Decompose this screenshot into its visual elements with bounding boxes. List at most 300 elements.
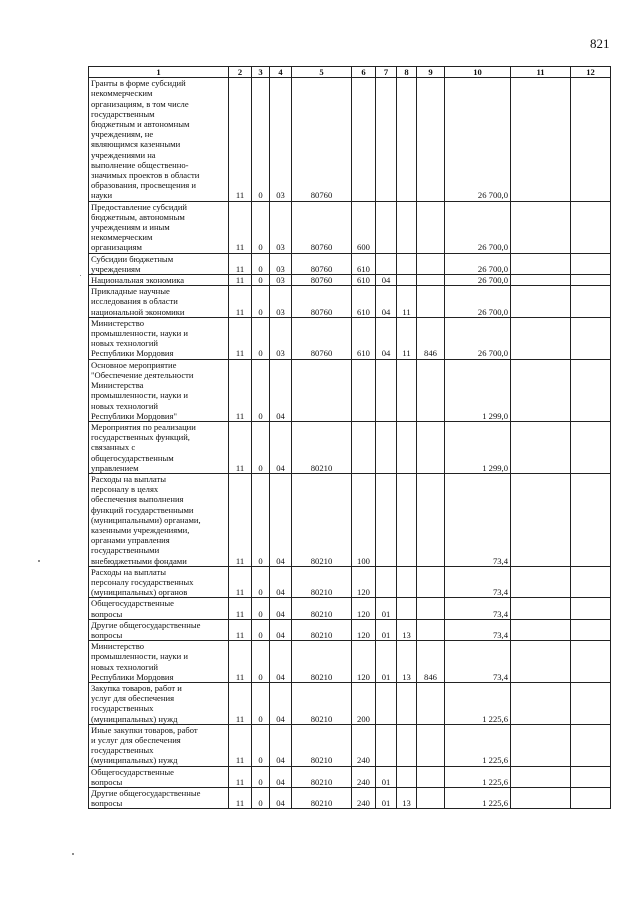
- cell-c10: 73,4: [445, 598, 511, 619]
- row-name-line: вопросы: [91, 629, 123, 640]
- table-row: [89, 619, 611, 640]
- cell-c12: [571, 766, 611, 787]
- cell-c10: 73,4: [445, 566, 511, 598]
- cell-c3: 0: [252, 766, 270, 787]
- cell-c8: [397, 566, 417, 598]
- cell-c11: [511, 619, 571, 640]
- row-name-line: государственных: [91, 745, 154, 756]
- row-name-line: являющимся казенными: [91, 139, 181, 150]
- cell-c6: 120: [352, 598, 376, 619]
- cell-c4: 04: [270, 566, 292, 598]
- cell-c7: [376, 253, 397, 274]
- table-row: [89, 682, 611, 724]
- cell-c12: [571, 724, 611, 766]
- row-name-line: Министерство: [91, 641, 144, 652]
- cell-c2: 11: [229, 201, 252, 253]
- row-name-line: (муниципальных) органов: [91, 587, 188, 598]
- cell-c8: [397, 473, 417, 566]
- table-row: [89, 359, 611, 421]
- cell-c6: 610: [352, 317, 376, 359]
- row-name-line: управлением: [91, 462, 139, 473]
- cell-c2: 11: [229, 359, 252, 421]
- cell-c10: 26 700,0: [445, 253, 511, 274]
- cell-c11: [511, 317, 571, 359]
- row-name-line: Республики Мордовия: [91, 348, 174, 359]
- cell-c12: [571, 201, 611, 253]
- cell-c6: 240: [352, 788, 376, 809]
- column-header-7: 7: [376, 67, 397, 78]
- cell-c5: 80210: [292, 566, 352, 598]
- cell-c10: 1 225,6: [445, 682, 511, 724]
- cell-c7: 01: [376, 641, 397, 683]
- row-name-line: учреждениям, не: [91, 129, 154, 140]
- cell-c11: [511, 598, 571, 619]
- row-name-line: промышленности, науки и: [91, 328, 188, 339]
- table-row: [89, 724, 611, 766]
- row-name-line: Иные закупки товаров, работ: [91, 724, 198, 735]
- cell-c11: [511, 682, 571, 724]
- row-name-line: некоммерческим: [91, 232, 153, 243]
- row-name: [89, 359, 229, 421]
- row-name: [89, 286, 229, 318]
- cell-c12: [571, 788, 611, 809]
- row-name-line: учреждениям: [91, 263, 141, 274]
- cell-c2: 11: [229, 473, 252, 566]
- table-row: [89, 766, 611, 787]
- row-name: [89, 201, 229, 253]
- row-name-line: Расходы на выплаты: [91, 566, 167, 577]
- row-name-line: Другие общегосударственные: [91, 619, 201, 630]
- cell-c11: [511, 724, 571, 766]
- cell-c9: [417, 766, 445, 787]
- column-header-9: 9: [417, 67, 445, 78]
- cell-c5: 80210: [292, 641, 352, 683]
- cell-c3: 0: [252, 724, 270, 766]
- cell-c7: [376, 473, 397, 566]
- cell-c9: 846: [417, 317, 445, 359]
- cell-c2: 11: [229, 682, 252, 724]
- cell-c11: [511, 473, 571, 566]
- cell-c11: [511, 359, 571, 421]
- cell-c3: 0: [252, 566, 270, 598]
- cell-c4: 04: [270, 598, 292, 619]
- cell-c8: [397, 724, 417, 766]
- cell-c2: 11: [229, 566, 252, 598]
- cell-c7: 01: [376, 619, 397, 640]
- row-name-line: промышленности, науки и: [91, 651, 188, 662]
- column-header-1: 1: [89, 67, 229, 78]
- table-row: [89, 253, 611, 274]
- cell-c12: [571, 78, 611, 201]
- cell-c2: 11: [229, 253, 252, 274]
- cell-c12: [571, 421, 611, 473]
- row-name-line: выполнение общественно-: [91, 159, 189, 170]
- cell-c7: 04: [376, 317, 397, 359]
- cell-c9: [417, 421, 445, 473]
- cell-c7: [376, 201, 397, 253]
- row-name-line: государственными: [91, 545, 160, 556]
- cell-c3: 0: [252, 286, 270, 318]
- cell-c6: [352, 421, 376, 473]
- cell-c8: [397, 359, 417, 421]
- cell-c9: [417, 724, 445, 766]
- cell-c9: [417, 619, 445, 640]
- row-name-line: Предоставление субсидий: [91, 201, 188, 212]
- cell-c6: 100: [352, 473, 376, 566]
- cell-c4: 04: [270, 421, 292, 473]
- scan-speck: [80, 275, 81, 276]
- cell-c8: [397, 253, 417, 274]
- cell-c3: 0: [252, 275, 270, 286]
- cell-c11: [511, 78, 571, 201]
- cell-c6: [352, 78, 376, 201]
- cell-c6: 120: [352, 641, 376, 683]
- cell-c2: 11: [229, 286, 252, 318]
- row-name-line: Прикладные научные: [91, 286, 170, 297]
- cell-c4: 04: [270, 359, 292, 421]
- column-header-2: 2: [229, 67, 252, 78]
- cell-c4: 04: [270, 473, 292, 566]
- cell-c9: 846: [417, 641, 445, 683]
- table-body: [89, 78, 611, 809]
- row-name-line: значимых проектов в области: [91, 170, 200, 181]
- row-name-line: казенными учреждениями,: [91, 524, 190, 535]
- cell-c3: 0: [252, 641, 270, 683]
- cell-c3: 0: [252, 473, 270, 566]
- row-name-line: Мероприятия по реализации: [91, 421, 196, 432]
- row-name-line: Субсидии бюджетным: [91, 253, 174, 264]
- row-name-line: новых технологий: [91, 400, 159, 411]
- cell-c7: [376, 421, 397, 473]
- cell-c4: 03: [270, 253, 292, 274]
- cell-c8: 11: [397, 286, 417, 318]
- cell-c9: [417, 566, 445, 598]
- cell-c5: 80760: [292, 201, 352, 253]
- cell-c6: 240: [352, 724, 376, 766]
- cell-c4: 03: [270, 286, 292, 318]
- cell-c5: 80210: [292, 473, 352, 566]
- row-name-line: Министерства: [91, 380, 144, 391]
- cell-c12: [571, 286, 611, 318]
- row-name-line: вопросы: [91, 608, 123, 619]
- cell-c7: 01: [376, 788, 397, 809]
- cell-c12: [571, 275, 611, 286]
- cell-c3: 0: [252, 78, 270, 201]
- cell-c8: [397, 78, 417, 201]
- cell-c10: 1 225,6: [445, 788, 511, 809]
- row-name-line: Общегосударственные: [91, 598, 174, 609]
- row-name-line: "Обеспечение деятельности: [91, 369, 194, 380]
- row-name-line: функций государственными: [91, 504, 194, 515]
- cell-c10: 73,4: [445, 619, 511, 640]
- row-name-line: промышленности, науки и: [91, 390, 188, 401]
- cell-c8: 13: [397, 788, 417, 809]
- cell-c5: 80210: [292, 724, 352, 766]
- cell-c7: [376, 359, 397, 421]
- row-name-line: учреждениями на: [91, 149, 156, 160]
- cell-c6: 600: [352, 201, 376, 253]
- row-name-line: образования, просвещения и: [91, 180, 197, 191]
- row-name-line: (муниципальными) органами,: [91, 514, 201, 525]
- header-row: [89, 67, 611, 78]
- cell-c12: [571, 619, 611, 640]
- cell-c8: [397, 275, 417, 286]
- cell-c7: [376, 682, 397, 724]
- row-name-line: Другие общегосударственные: [91, 788, 201, 799]
- cell-c4: 04: [270, 788, 292, 809]
- cell-c11: [511, 766, 571, 787]
- cell-c4: 04: [270, 724, 292, 766]
- cell-c9: [417, 682, 445, 724]
- cell-c8: 13: [397, 641, 417, 683]
- cell-c2: 11: [229, 275, 252, 286]
- cell-c5: 80210: [292, 788, 352, 809]
- cell-c6: 610: [352, 286, 376, 318]
- cell-c7: 04: [376, 286, 397, 318]
- row-name: [89, 598, 229, 619]
- row-name-line: вопросы: [91, 776, 123, 787]
- cell-c12: [571, 682, 611, 724]
- row-name-line: бюджетным и автономным: [91, 119, 190, 130]
- row-name: [89, 78, 229, 201]
- cell-c12: [571, 317, 611, 359]
- row-name: [89, 788, 229, 809]
- row-name-line: государственным: [91, 108, 155, 119]
- cell-c11: [511, 201, 571, 253]
- cell-c10: 1 225,6: [445, 724, 511, 766]
- cell-c7: 04: [376, 275, 397, 286]
- cell-c3: 0: [252, 317, 270, 359]
- cell-c2: 11: [229, 641, 252, 683]
- row-name-line: Общегосударственные: [91, 766, 174, 777]
- cell-c7: 01: [376, 766, 397, 787]
- cell-c2: 11: [229, 724, 252, 766]
- budget-table: [88, 66, 611, 809]
- column-header-6: 6: [352, 67, 376, 78]
- table-row: [89, 598, 611, 619]
- cell-c8: [397, 598, 417, 619]
- cell-c10: 1 299,0: [445, 421, 511, 473]
- row-name-line: государственных: [91, 703, 154, 714]
- row-name-line: науки: [91, 190, 113, 201]
- cell-c12: [571, 641, 611, 683]
- cell-c5: 80760: [292, 286, 352, 318]
- cell-c10: 26 700,0: [445, 286, 511, 318]
- cell-c8: [397, 421, 417, 473]
- row-name: [89, 317, 229, 359]
- cell-c12: [571, 566, 611, 598]
- table-row: [89, 201, 611, 253]
- scan-speck: [38, 560, 40, 562]
- row-name-line: Министерство: [91, 317, 144, 328]
- row-name-line: Республики Мордовия": [91, 410, 177, 421]
- cell-c7: [376, 724, 397, 766]
- cell-c3: 0: [252, 598, 270, 619]
- cell-c6: 120: [352, 566, 376, 598]
- row-name-line: и услуг для обеспечения: [91, 735, 181, 745]
- cell-c6: 610: [352, 275, 376, 286]
- cell-c4: 03: [270, 201, 292, 253]
- table-row: [89, 421, 611, 473]
- cell-c4: 04: [270, 641, 292, 683]
- cell-c10: 73,4: [445, 473, 511, 566]
- column-header-10: 10: [445, 67, 511, 78]
- cell-c6: [352, 359, 376, 421]
- row-name-line: новых технологий: [91, 338, 159, 349]
- cell-c8: [397, 682, 417, 724]
- row-name-line: органами управления: [91, 535, 170, 546]
- row-name-line: некоммерческим: [91, 88, 153, 99]
- cell-c9: [417, 473, 445, 566]
- cell-c6: 610: [352, 253, 376, 274]
- cell-c9: [417, 78, 445, 201]
- row-name-line: услуг для обеспечения: [91, 693, 175, 704]
- cell-c3: 0: [252, 619, 270, 640]
- cell-c12: [571, 473, 611, 566]
- cell-c5: 80210: [292, 619, 352, 640]
- cell-c5: 80760: [292, 317, 352, 359]
- cell-c11: [511, 253, 571, 274]
- row-name-line: Основное мероприятие: [91, 359, 177, 370]
- cell-c9: [417, 359, 445, 421]
- cell-c12: [571, 359, 611, 421]
- row-name: [89, 253, 229, 274]
- cell-c11: [511, 275, 571, 286]
- row-name: [89, 421, 229, 473]
- cell-c9: [417, 598, 445, 619]
- row-name-line: государственных функций,: [91, 432, 190, 443]
- row-name-line: общегосударственным: [91, 452, 174, 463]
- row-name-line: внебюджетными фондами: [91, 555, 187, 566]
- cell-c2: 11: [229, 766, 252, 787]
- cell-c9: [417, 275, 445, 286]
- cell-c3: 0: [252, 788, 270, 809]
- cell-c9: [417, 201, 445, 253]
- cell-c5: 80760: [292, 78, 352, 201]
- cell-c4: 03: [270, 317, 292, 359]
- cell-c11: [511, 421, 571, 473]
- cell-c9: [417, 253, 445, 274]
- row-name-line: учреждениям и иным: [91, 222, 170, 233]
- cell-c6: 240: [352, 766, 376, 787]
- row-name-line: организациям, в том числе: [91, 98, 189, 109]
- row-name: [89, 724, 229, 766]
- row-name-line: исследования в области: [91, 296, 178, 307]
- table-row: [89, 78, 611, 201]
- cell-c12: [571, 253, 611, 274]
- cell-c10: 73,4: [445, 641, 511, 683]
- column-header-3: 3: [252, 67, 270, 78]
- cell-c8: 13: [397, 619, 417, 640]
- cell-c4: 03: [270, 275, 292, 286]
- row-name-line: новых технологий: [91, 661, 159, 672]
- column-header-12: 12: [571, 67, 611, 78]
- table-row: [89, 641, 611, 683]
- scan-speck: [72, 853, 74, 855]
- cell-c9: [417, 788, 445, 809]
- table-row: [89, 566, 611, 598]
- cell-c4: 03: [270, 78, 292, 201]
- row-name-line: (муниципальных) нужд: [91, 713, 178, 724]
- cell-c6: 200: [352, 682, 376, 724]
- cell-c11: [511, 566, 571, 598]
- row-name: [89, 766, 229, 787]
- row-name-line: вопросы: [91, 798, 123, 809]
- cell-c3: 0: [252, 359, 270, 421]
- cell-c5: 80760: [292, 253, 352, 274]
- row-name-line: персоналу в целях: [91, 484, 159, 495]
- table-row: [89, 286, 611, 318]
- cell-c5: 80210: [292, 682, 352, 724]
- cell-c10: 1 225,6: [445, 766, 511, 787]
- cell-c3: 0: [252, 682, 270, 724]
- table-row: [89, 473, 611, 566]
- cell-c12: [571, 598, 611, 619]
- cell-c2: 11: [229, 619, 252, 640]
- cell-c11: [511, 286, 571, 318]
- cell-c2: 11: [229, 317, 252, 359]
- cell-c2: 11: [229, 788, 252, 809]
- cell-c10: 26 700,0: [445, 275, 511, 286]
- cell-c10: 26 700,0: [445, 317, 511, 359]
- row-name-line: организациям: [91, 242, 142, 253]
- column-header-5: 5: [292, 67, 352, 78]
- cell-c8: 11: [397, 317, 417, 359]
- cell-c4: 04: [270, 766, 292, 787]
- row-name-line: национальной экономики: [91, 306, 185, 317]
- row-name-line: Республики Мордовия: [91, 671, 174, 682]
- cell-c6: 120: [352, 619, 376, 640]
- row-name: [89, 619, 229, 640]
- row-name-line: Гранты в форме субсидий: [91, 78, 186, 89]
- cell-c9: [417, 286, 445, 318]
- cell-c3: 0: [252, 421, 270, 473]
- cell-c7: [376, 78, 397, 201]
- cell-c10: 26 700,0: [445, 201, 511, 253]
- table-row: [89, 317, 611, 359]
- cell-c4: 04: [270, 682, 292, 724]
- cell-c7: 01: [376, 598, 397, 619]
- cell-c5: 80210: [292, 421, 352, 473]
- cell-c5: 80760: [292, 275, 352, 286]
- row-name-line: Расходы на выплаты: [91, 473, 167, 484]
- cell-c3: 0: [252, 253, 270, 274]
- row-name-line: связанных с: [91, 442, 136, 453]
- cell-c10: 26 700,0: [445, 78, 511, 201]
- row-name: [89, 641, 229, 683]
- cell-c3: 0: [252, 201, 270, 253]
- cell-c2: 11: [229, 598, 252, 619]
- cell-c2: 11: [229, 78, 252, 201]
- cell-c7: [376, 566, 397, 598]
- cell-c2: 11: [229, 421, 252, 473]
- column-header-4: 4: [270, 67, 292, 78]
- cell-c10: 1 299,0: [445, 359, 511, 421]
- row-name: [89, 566, 229, 598]
- cell-c4: 04: [270, 619, 292, 640]
- row-name: [89, 275, 229, 286]
- cell-c5: 80210: [292, 766, 352, 787]
- table-row: [89, 275, 611, 286]
- cell-c5: [292, 359, 352, 421]
- row-name-line: бюджетным, автономным: [91, 211, 185, 222]
- row-name-line: обеспечения выполнения: [91, 494, 184, 505]
- cell-c11: [511, 641, 571, 683]
- row-name-line: Национальная экономика: [91, 275, 185, 286]
- row-name-line: (муниципальных) нужд: [91, 755, 178, 766]
- row-name: [89, 473, 229, 566]
- cell-c11: [511, 788, 571, 809]
